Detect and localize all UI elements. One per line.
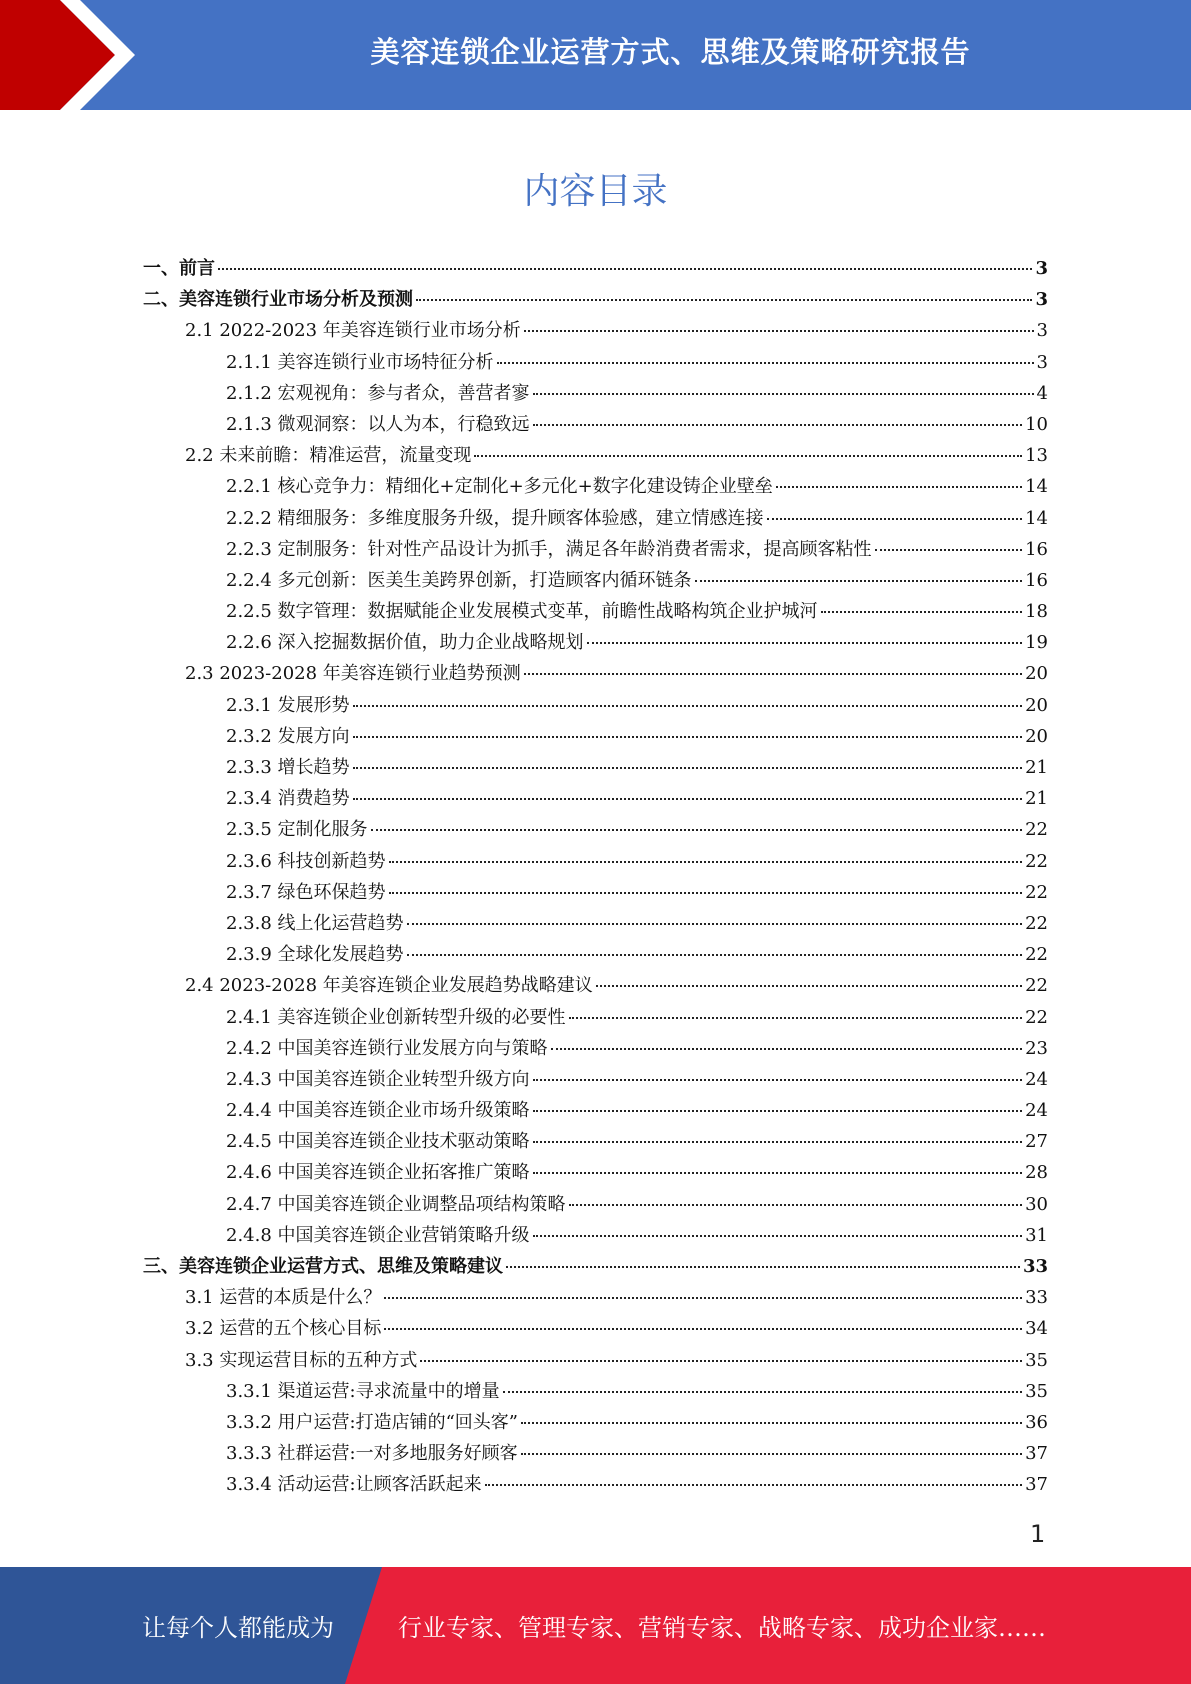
toc-entry-page: 24 (1025, 1100, 1048, 1122)
toc-dot-leader (416, 299, 1032, 301)
toc-dot-leader (353, 798, 1023, 800)
toc-dot-leader (506, 1266, 1020, 1268)
toc-dot-leader (533, 1141, 1023, 1143)
toc-entry[interactable] (143, 878, 1048, 909)
toc-entry-label: 2.1.3 微观洞察：以人为本，行稳致远 (226, 413, 530, 435)
toc-entry-page: 3 (1035, 258, 1048, 279)
toc-entry-page: 22 (1025, 850, 1048, 872)
toc-entry-label: 2.2.6 深入挖掘数据价值，助力企业战略规划 (226, 632, 584, 654)
toc-entry-label: 2.4.8 中国美容连锁企业营销策略升级 (226, 1224, 530, 1246)
toc-entry[interactable] (143, 659, 1048, 690)
toc-entry-page: 36 (1025, 1411, 1048, 1433)
toc-dot-leader (353, 705, 1023, 707)
toc-entry[interactable] (143, 722, 1048, 753)
toc-entry[interactable] (143, 1034, 1048, 1065)
toc-entry-label: 3.3.4 活动运营:让顾客活跃起来 (226, 1474, 482, 1496)
toc-dot-leader (596, 985, 1022, 987)
toc-entry-page: 35 (1025, 1380, 1048, 1402)
toc-entry[interactable] (143, 535, 1048, 566)
toc-entry-page: 33 (1025, 1287, 1048, 1309)
toc-dot-leader (569, 1204, 1023, 1206)
page-number: 1 (1030, 1520, 1046, 1548)
toc-entry-page: 30 (1025, 1193, 1048, 1215)
toc-dot-leader (587, 642, 1023, 644)
toc-entry[interactable] (143, 504, 1048, 535)
toc-entry-page: 22 (1025, 912, 1048, 934)
toc-dot-leader (218, 268, 1032, 270)
toc-heading: 内容目录 (523, 171, 668, 212)
toc-entry-label: 2.4.7 中国美容连锁企业调整品项结构策略 (226, 1193, 566, 1215)
toc-entry-page: 20 (1025, 663, 1048, 685)
toc-entry-page: 31 (1025, 1224, 1048, 1246)
toc-entry-label: 2.2 未来前瞻：精准运营，流量变现 (185, 445, 472, 467)
toc-dot-leader (485, 1484, 1023, 1486)
toc-entry-label: 2.1.2 宏观视角：参与者众，善营者寥 (226, 382, 530, 404)
toc-entry-page: 22 (1025, 881, 1048, 903)
toc-entry[interactable] (143, 1377, 1048, 1408)
toc-entry[interactable] (143, 566, 1048, 597)
toc-entry-page: 3 (1035, 289, 1048, 311)
toc-entry[interactable] (143, 597, 1048, 628)
toc-entry[interactable] (143, 940, 1048, 971)
toc-entry-page: 21 (1025, 757, 1048, 778)
toc-entry[interactable] (143, 1127, 1048, 1158)
footer-slogan-right: 行业专家、管理专家、营销专家、战略专家、成功企业家…… (398, 1614, 1046, 1642)
toc-entry[interactable] (143, 1252, 1048, 1283)
report-header (0, 0, 1191, 110)
toc-entry[interactable] (143, 847, 1048, 878)
toc-dot-leader (524, 330, 1034, 332)
toc-entry[interactable] (143, 410, 1048, 441)
toc-dot-leader (533, 393, 1034, 395)
toc-entry-page: 21 (1025, 788, 1048, 810)
toc-entry-label: 2.4.5 中国美容连锁企业技术驱动策略 (226, 1131, 530, 1153)
toc-entry-label: 3.3.1 渠道运营:寻求流量中的增量 (226, 1380, 500, 1402)
toc-entry-label: 2.3.3 增长趋势 (226, 757, 350, 778)
toc-entry-label: 2.2.3 定制服务：针对性产品设计为抓手，满足各年龄消费者需求，提高顾客粘性 (226, 538, 872, 560)
toc-entry-label: 2.3.5 定制化服务 (226, 819, 368, 841)
toc-entry[interactable] (143, 1096, 1048, 1127)
toc-dot-leader (503, 1391, 1023, 1393)
toc-dot-leader (371, 829, 1023, 831)
toc-entry-label: 2.3.6 科技创新趋势 (226, 850, 386, 872)
toc-entry-label: 2.2.4 多元创新：医美生美跨界创新，打造顾客内循环链条 (226, 569, 692, 591)
toc-entry-label: 2.4.1 美容连锁企业创新转型升级的必要性 (226, 1006, 566, 1028)
toc-dot-leader (407, 923, 1023, 925)
toc-entry-page: 22 (1025, 975, 1048, 997)
toc-entry-label: 2.2.2 精细服务：多维度服务升级，提升顾客体验感，建立情感连接 (226, 507, 764, 529)
toc-entry-page: 22 (1025, 819, 1048, 841)
toc-dot-leader (420, 1360, 1022, 1362)
toc-entry-page: 16 (1025, 569, 1048, 591)
toc-entry-label: 2.3.7 绿色环保趋势 (226, 881, 386, 903)
toc-entry-page: 33 (1022, 1256, 1048, 1277)
toc-entry-page: 35 (1025, 1349, 1048, 1371)
toc-entry-label: 2.3.2 发展方向 (226, 725, 350, 747)
toc-entry-label: 2.4.3 中国美容连锁企业转型升级方向 (226, 1068, 530, 1090)
toc-entry-label: 2.4.2 中国美容连锁行业发展方向与策略 (226, 1037, 548, 1059)
toc-entry-label: 2.3.8 线上化运营趋势 (226, 912, 404, 934)
toc-entry-page: 14 (1025, 476, 1048, 498)
toc-entry-label: 二、美容连锁行业市场分析及预测 (143, 289, 413, 311)
toc-entry-label: 2.1 2022-2023 年美容连锁行业市场分析 (185, 320, 521, 342)
toc-entry-page: 24 (1025, 1068, 1048, 1090)
toc-entry-label: 2.1.1 美容连锁行业市场特征分析 (226, 351, 494, 373)
toc-dot-leader (569, 1017, 1023, 1019)
toc-entry-label: 2.4.4 中国美容连锁企业市场升级策略 (226, 1100, 530, 1122)
toc-entry[interactable] (143, 472, 1048, 503)
toc-entry-label: 3.3 实现运营目标的五种方式 (185, 1349, 418, 1371)
toc-entry-label: 2.4.6 中国美容连锁企业拓客推广策略 (226, 1162, 530, 1184)
toc-entry-page: 22 (1025, 944, 1048, 966)
toc-entry-label: 2.3.1 发展形势 (226, 694, 350, 716)
toc-entry[interactable] (143, 1190, 1048, 1221)
toc-dot-leader (875, 549, 1023, 551)
toc-dot-leader (767, 518, 1023, 520)
toc-entry-label: 2.2.5 数字管理：数据赋能企业发展模式变革，前瞻性战略构筑企业护城河 (226, 601, 818, 623)
toc-entry-label: 3.3.3 社群运营:一对多地服务好顾客 (226, 1443, 518, 1465)
toc-entry-page: 16 (1025, 538, 1048, 560)
toc-entry-label: 3.2 运营的五个核心目标 (185, 1318, 382, 1340)
toc-entry-page: 10 (1025, 413, 1048, 435)
toc-entry[interactable] (143, 691, 1048, 722)
footer-slogan-left: 让每个人都能成为 (142, 1614, 334, 1642)
toc-entry-label: 2.3 2023-2028 年美容连锁行业趋势预测 (185, 663, 521, 685)
toc-dot-leader (389, 861, 1023, 863)
toc-entry-label: 2.3.9 全球化发展趋势 (226, 944, 404, 966)
toc-dot-leader (533, 1172, 1023, 1174)
toc-entry-page: 28 (1025, 1162, 1048, 1184)
toc-dot-leader (821, 611, 1023, 613)
toc-dot-leader (533, 1110, 1023, 1112)
toc-dot-leader (353, 767, 1023, 769)
toc-entry[interactable] (143, 285, 1048, 316)
report-footer (0, 1567, 1191, 1684)
toc-entry-page: 20 (1025, 725, 1048, 747)
toc-dot-leader (497, 362, 1034, 364)
toc-entry[interactable] (143, 628, 1048, 659)
toc-entry[interactable] (143, 1439, 1048, 1470)
toc-dot-leader (533, 1079, 1023, 1081)
toc-entry-page: 19 (1025, 632, 1048, 654)
toc-entry[interactable] (143, 441, 1048, 472)
toc-entry[interactable] (143, 971, 1048, 1002)
toc-entry[interactable] (143, 379, 1048, 410)
toc-entry-page: 4 (1036, 382, 1048, 404)
toc-entry-page: 23 (1025, 1037, 1048, 1059)
toc-entry-page: 20 (1025, 694, 1048, 716)
toc-entry[interactable] (143, 1283, 1048, 1314)
toc-dot-leader (524, 673, 1022, 675)
toc-entry-page: 37 (1025, 1474, 1048, 1496)
toc-dot-leader (384, 1297, 1022, 1299)
toc-entry[interactable] (143, 1221, 1048, 1252)
toc-entry-page: 37 (1025, 1443, 1048, 1465)
toc-dot-leader (353, 736, 1023, 738)
toc-entry-label: 3.1 运营的本质是什么？ (185, 1287, 382, 1309)
header-chevron-graphic (0, 0, 160, 110)
toc-entry[interactable] (143, 1158, 1048, 1189)
toc-entry[interactable] (143, 316, 1048, 347)
toc-dot-leader (533, 1235, 1023, 1237)
toc-dot-leader (695, 580, 1023, 582)
toc-entry[interactable] (143, 1003, 1048, 1034)
toc-entry[interactable] (143, 1346, 1048, 1377)
toc-entry-label: 2.2.1 核心竞争力：精细化+定制化+多元化+数字化建设铸企业壁垒 (226, 476, 773, 498)
toc-dot-leader (384, 1328, 1022, 1330)
toc-dot-leader (521, 1422, 1022, 1424)
toc-dot-leader (551, 1048, 1023, 1050)
toc-entry[interactable] (143, 784, 1048, 815)
toc-entry[interactable] (143, 753, 1048, 784)
toc-entry-page: 14 (1025, 507, 1048, 529)
table-of-contents (143, 254, 1048, 1502)
toc-dot-leader (521, 1453, 1023, 1455)
toc-entry-page: 3 (1036, 351, 1048, 373)
toc-entry-label: 3.3.2 用户运营:打造店铺的“回头客” (226, 1411, 518, 1433)
toc-dot-leader (474, 455, 1022, 457)
toc-entry-page: 13 (1025, 445, 1048, 467)
toc-entry[interactable] (143, 1314, 1048, 1345)
toc-dot-leader (389, 892, 1023, 894)
toc-entry-page: 34 (1025, 1318, 1048, 1340)
toc-entry-page: 27 (1025, 1131, 1048, 1153)
toc-entry-label: 2.4 2023-2028 年美容连锁企业发展趋势战略建议 (185, 975, 593, 997)
report-title: 美容连锁企业运营方式、思维及策略研究报告 (370, 34, 971, 69)
toc-entry-label: 三、美容连锁企业运营方式、思维及策略建议 (143, 1256, 503, 1277)
toc-entry-page: 18 (1025, 601, 1048, 623)
toc-dot-leader (776, 486, 1022, 488)
toc-entry-label: 一、前言 (143, 258, 215, 279)
toc-entry[interactable] (143, 1470, 1048, 1501)
toc-dot-leader (407, 954, 1023, 956)
toc-entry[interactable] (143, 1408, 1048, 1439)
toc-entry[interactable] (143, 815, 1048, 846)
toc-entry[interactable] (143, 254, 1048, 285)
toc-entry[interactable] (143, 348, 1048, 379)
toc-entry[interactable] (143, 909, 1048, 940)
toc-entry-page: 3 (1036, 320, 1048, 342)
toc-entry[interactable] (143, 1065, 1048, 1096)
toc-entry-page: 22 (1025, 1006, 1048, 1028)
toc-dot-leader (533, 424, 1023, 426)
toc-entry-label: 2.3.4 消费趋势 (226, 788, 350, 810)
